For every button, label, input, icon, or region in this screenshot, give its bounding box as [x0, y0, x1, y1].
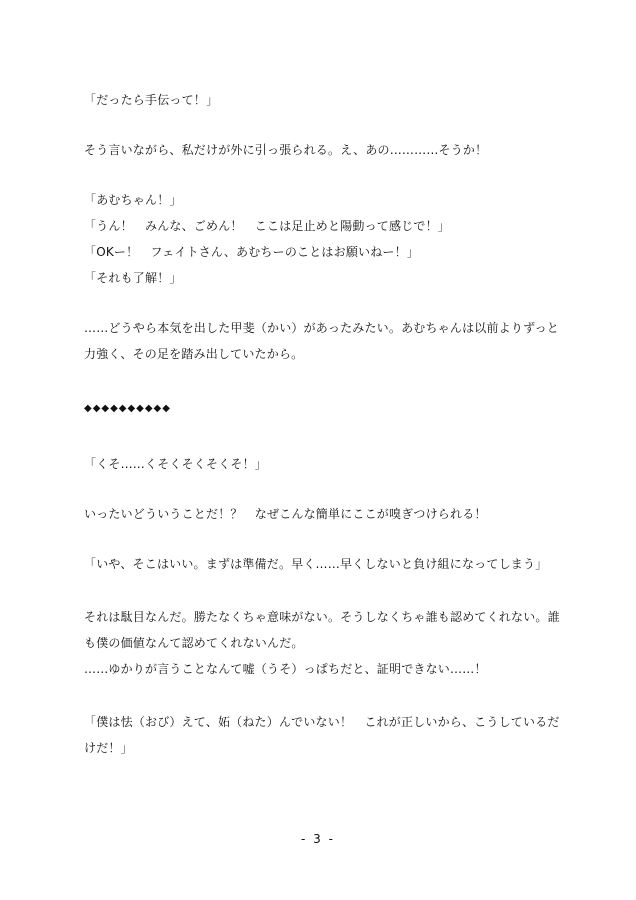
text-line: 力強く、その足を踏み出していたから。: [84, 347, 304, 361]
text-line: も僕の価値なんて認めてくれないんだ。: [84, 636, 304, 650]
text-line: ……ゆかりが言うことなんて嘘（うそ）っぱちだと、証明できない……！: [84, 662, 487, 676]
text-line: 「だったら手伝って！」: [84, 93, 219, 107]
text-line: それは駄目なんだ。勝たなくちゃ意味がない。そうしなくちゃ誰も認めてくれない。誰: [84, 610, 560, 624]
text-line: 「僕は怯（おび）えて、妬（ねた）んでいない！ これが正しいから、こうしているだ: [84, 715, 560, 729]
text-line: 「OKー！ フェイトさん、あむちーのことはお願いねー！」: [84, 245, 420, 259]
text-line: ……どうやら本気を出した甲斐（かい）があったみたい。あむちゃんは以前よりずっと: [84, 321, 559, 335]
text-line: 「あむちゃん！」: [84, 193, 182, 207]
text-line: いったいどういうことだ！？ なぜこんな簡単にここが嗅ぎつけられる！: [84, 507, 487, 521]
page-number: - 3 -: [301, 832, 335, 846]
text-line: 「うん！ みんな、ごめん！ ここは足止めと陽動って感じで！」: [84, 219, 451, 233]
section-divider: ◆◆◆◆◆◆◆◆◆◆: [84, 403, 171, 414]
text-line: けだ！」: [84, 741, 133, 755]
text-line: そう言いながら、私だけが外に引っ張られる。え、あの…………そうか！: [84, 143, 488, 157]
text-line: 「それも了解！」: [84, 271, 182, 285]
text-line: 「くそ……くそくそくそくそ！」: [84, 457, 268, 471]
text-line: 「いや、そこはいい。まずは準備だ。早く……早くしないと負け組になってしまう」: [84, 557, 548, 571]
